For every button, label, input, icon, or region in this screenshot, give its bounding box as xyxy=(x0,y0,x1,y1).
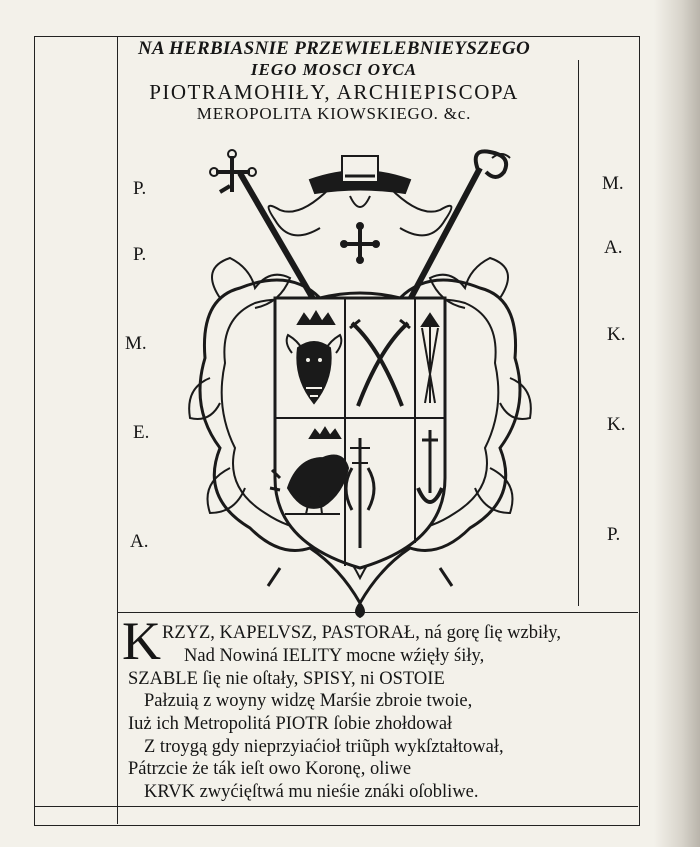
poem-line-2: Nad Nowiná IELITY mocne wźięły śiły, xyxy=(184,646,485,666)
right-letter-1: M. xyxy=(602,173,624,194)
left-column-rule xyxy=(117,36,118,824)
title-block xyxy=(118,38,550,124)
poem-line-8: KRVK zwyćięſtwá mu nieśie znáki oſobliwe. xyxy=(144,782,479,802)
left-letter-4: E. xyxy=(133,422,150,443)
title-line-4: MEROPOLITA KIOWSKIEGO. &c. xyxy=(196,104,472,123)
poem-dropcap: K xyxy=(122,611,161,671)
coat-of-arms-illustration xyxy=(180,148,540,618)
bottom-rule xyxy=(34,806,638,807)
poem-line-4: Pałzuią z woyny widzę Marśie zbroie twoie, xyxy=(144,691,473,711)
poem-line-3: SZABLE ſię nie oſtały, SPISY, ni OSTOIE xyxy=(128,669,445,689)
left-letter-5: A. xyxy=(130,531,149,552)
right-letter-4: K. xyxy=(607,414,626,435)
poem-line-6: Z troygą gdy nieprzyiaćioł triũph wykſztałtował, xyxy=(144,737,504,757)
left-letter-3: M. xyxy=(125,333,147,354)
title-line-2: IEGO MOSCI OYCA xyxy=(250,60,418,79)
right-letter-2: A. xyxy=(604,237,623,258)
left-letter-1: P. xyxy=(133,178,147,199)
poem-line-7: Pátrzcie że ták ieſt owo Koronę, oliwe xyxy=(128,759,412,779)
right-letter-3: K. xyxy=(607,324,626,345)
left-letter-2: P. xyxy=(133,244,147,265)
pectoral-cross-icon xyxy=(341,223,379,263)
title-line-3: PIOTRAMOHIŁY, ARCHIEPISCOPA xyxy=(149,80,519,104)
right-letter-5: P. xyxy=(607,524,621,545)
title-line-1: NA HERBIASNIE PRZEWIELEBNIEYSZEGO xyxy=(137,38,531,59)
page-edge-shadow xyxy=(654,0,700,847)
right-column-rule xyxy=(578,60,579,606)
poem-line-5: Iuż ich Metropolitá PIOTR ſobie zhołdował xyxy=(128,714,453,734)
hat-icon xyxy=(310,156,410,193)
poem-line-1: RZYZ, KAPELVSZ, PASTORAŁ, ná gorę ſię wzbiły, xyxy=(162,623,561,643)
